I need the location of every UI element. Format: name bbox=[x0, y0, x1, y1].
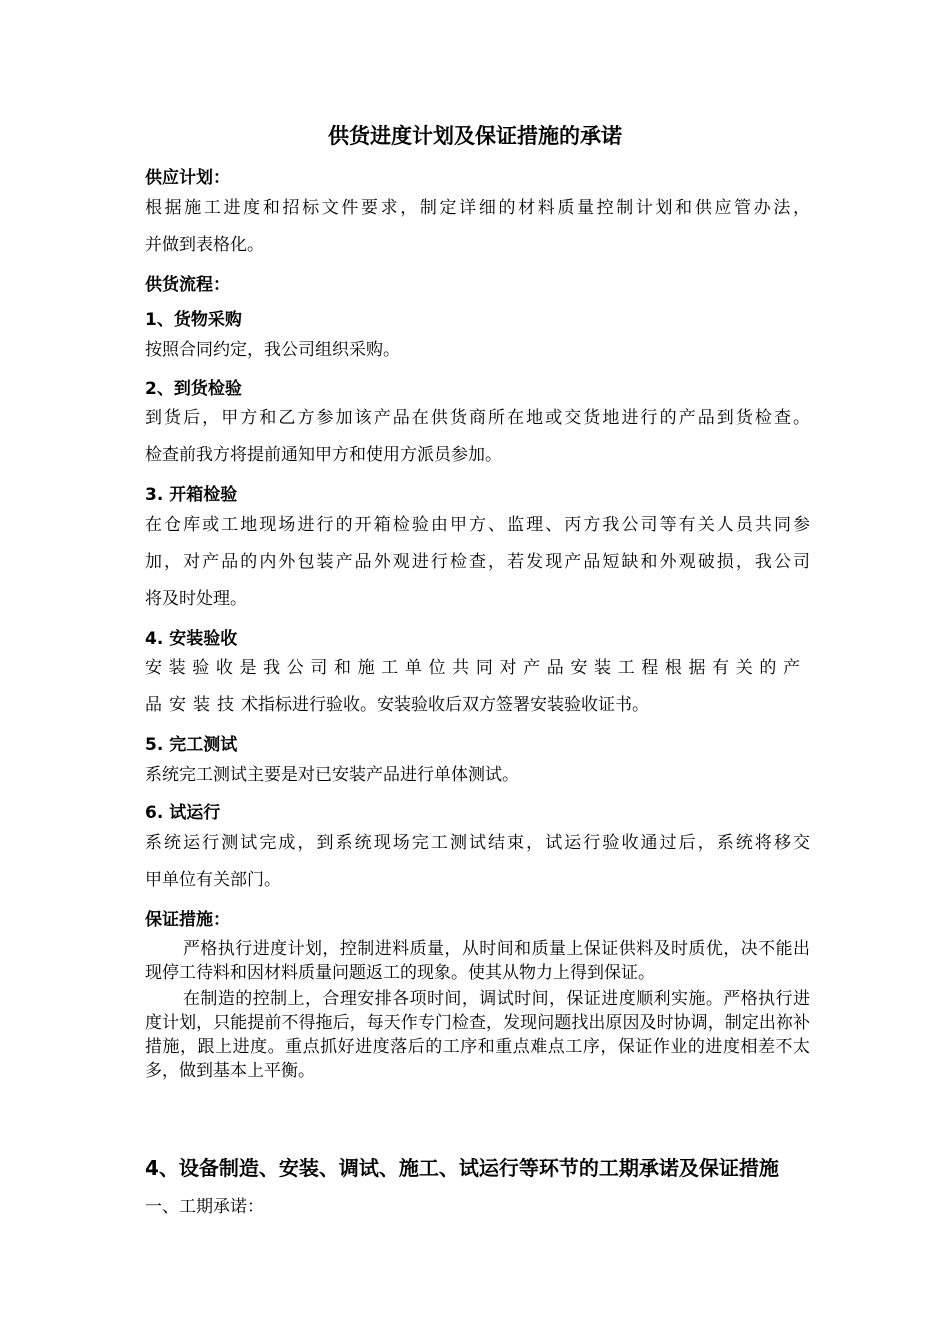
step-4-line-2 bbox=[145, 687, 810, 724]
step-5-line-1: 系统完工测试主要是对已安装产品进行单体测试。 bbox=[145, 765, 519, 785]
step-6-heading: 6. 试运行 bbox=[145, 803, 221, 823]
step-3-line-2: 加，对产品的内外包装产品外观进行检查，若发现产品短缺和外观破损，我公司 bbox=[145, 552, 810, 572]
step-3-heading: 3. 开箱检验 bbox=[145, 485, 238, 505]
step-5-heading: 5. 完工测试 bbox=[145, 735, 238, 755]
step-6-line-2: 甲单位有关部门。 bbox=[145, 870, 281, 890]
step-4-line-2-rest: 术指标进行验收。安装验收后双方签署安装验收证书。 bbox=[241, 695, 649, 715]
step-3-line-1: 在仓库或工地现场进行的开箱检验由甲方、监理、丙方我公司等有关人员共同参 bbox=[145, 515, 810, 535]
section-4-heading: 4、设备制造、安装、调试、施工、试运行等环节的工期承诺及保证措施 bbox=[145, 1156, 779, 1180]
document-title: 供货进度计划及保证措施的承诺 bbox=[328, 124, 622, 148]
step-6-line-1: 系统运行测试完成，到系统现场完工测试结束，试运行验收通过后，系统将移交 bbox=[145, 833, 810, 853]
guarantee-heading: 保证措施： bbox=[145, 910, 230, 930]
step-2-line-1: 到货后，甲方和乙方参加该产品在供货商所在地或交货地进行的产品到货检查。 bbox=[145, 408, 810, 428]
flow-heading: 供货流程： bbox=[145, 275, 230, 295]
step-3-line-3: 将及时处理。 bbox=[145, 589, 247, 609]
step-1-heading: 1、货物采购 bbox=[145, 310, 242, 330]
step-4-heading: 4. 安装验收 bbox=[145, 629, 238, 649]
step-4-line-1: 安装验收是我公司和施工单位共同对产品安装工程根据有关的产 bbox=[145, 658, 800, 678]
step-2-heading: 2、到货检验 bbox=[145, 379, 242, 399]
guarantee-paragraph-1: 严格执行进度计划，控制进料质量，从时间和质量上保证供料及时质优，决不能出现停工待料和因材料质量问题返工的现象。使其从物力上得到保证。 bbox=[145, 939, 810, 983]
guarantee-paragraph-2: 在制造的控制上，合理安排各项时间，调试时间，保证进度顺利实施。严格执行进度计划，只能提前不得拖后，每天作专门检查，发现问题找出原因及时协调，制定出祢补措施，跟上进度。重点抓好进度落后的工序和重点难点工序，保证作业的进度相差不太多，做到基本上平衡。 bbox=[145, 989, 810, 1081]
supply-plan-line-2: 并做到表格化。 bbox=[145, 235, 264, 255]
section-4-subheading: 一、工期承诺： bbox=[145, 1197, 264, 1217]
step-1-line-1: 按照合同约定，我公司组织采购。 bbox=[145, 340, 400, 360]
step-4-line-2-spaced: 品安装技 bbox=[145, 695, 241, 715]
supply-plan-line-1: 根据施工进度和招标文件要求，制定详细的材料质量控制计划和供应管办法， bbox=[145, 198, 810, 218]
supply-plan-heading: 供应计划： bbox=[145, 168, 230, 188]
step-2-line-2: 检查前我方将提前通知甲方和使用方派员参加。 bbox=[145, 445, 502, 465]
